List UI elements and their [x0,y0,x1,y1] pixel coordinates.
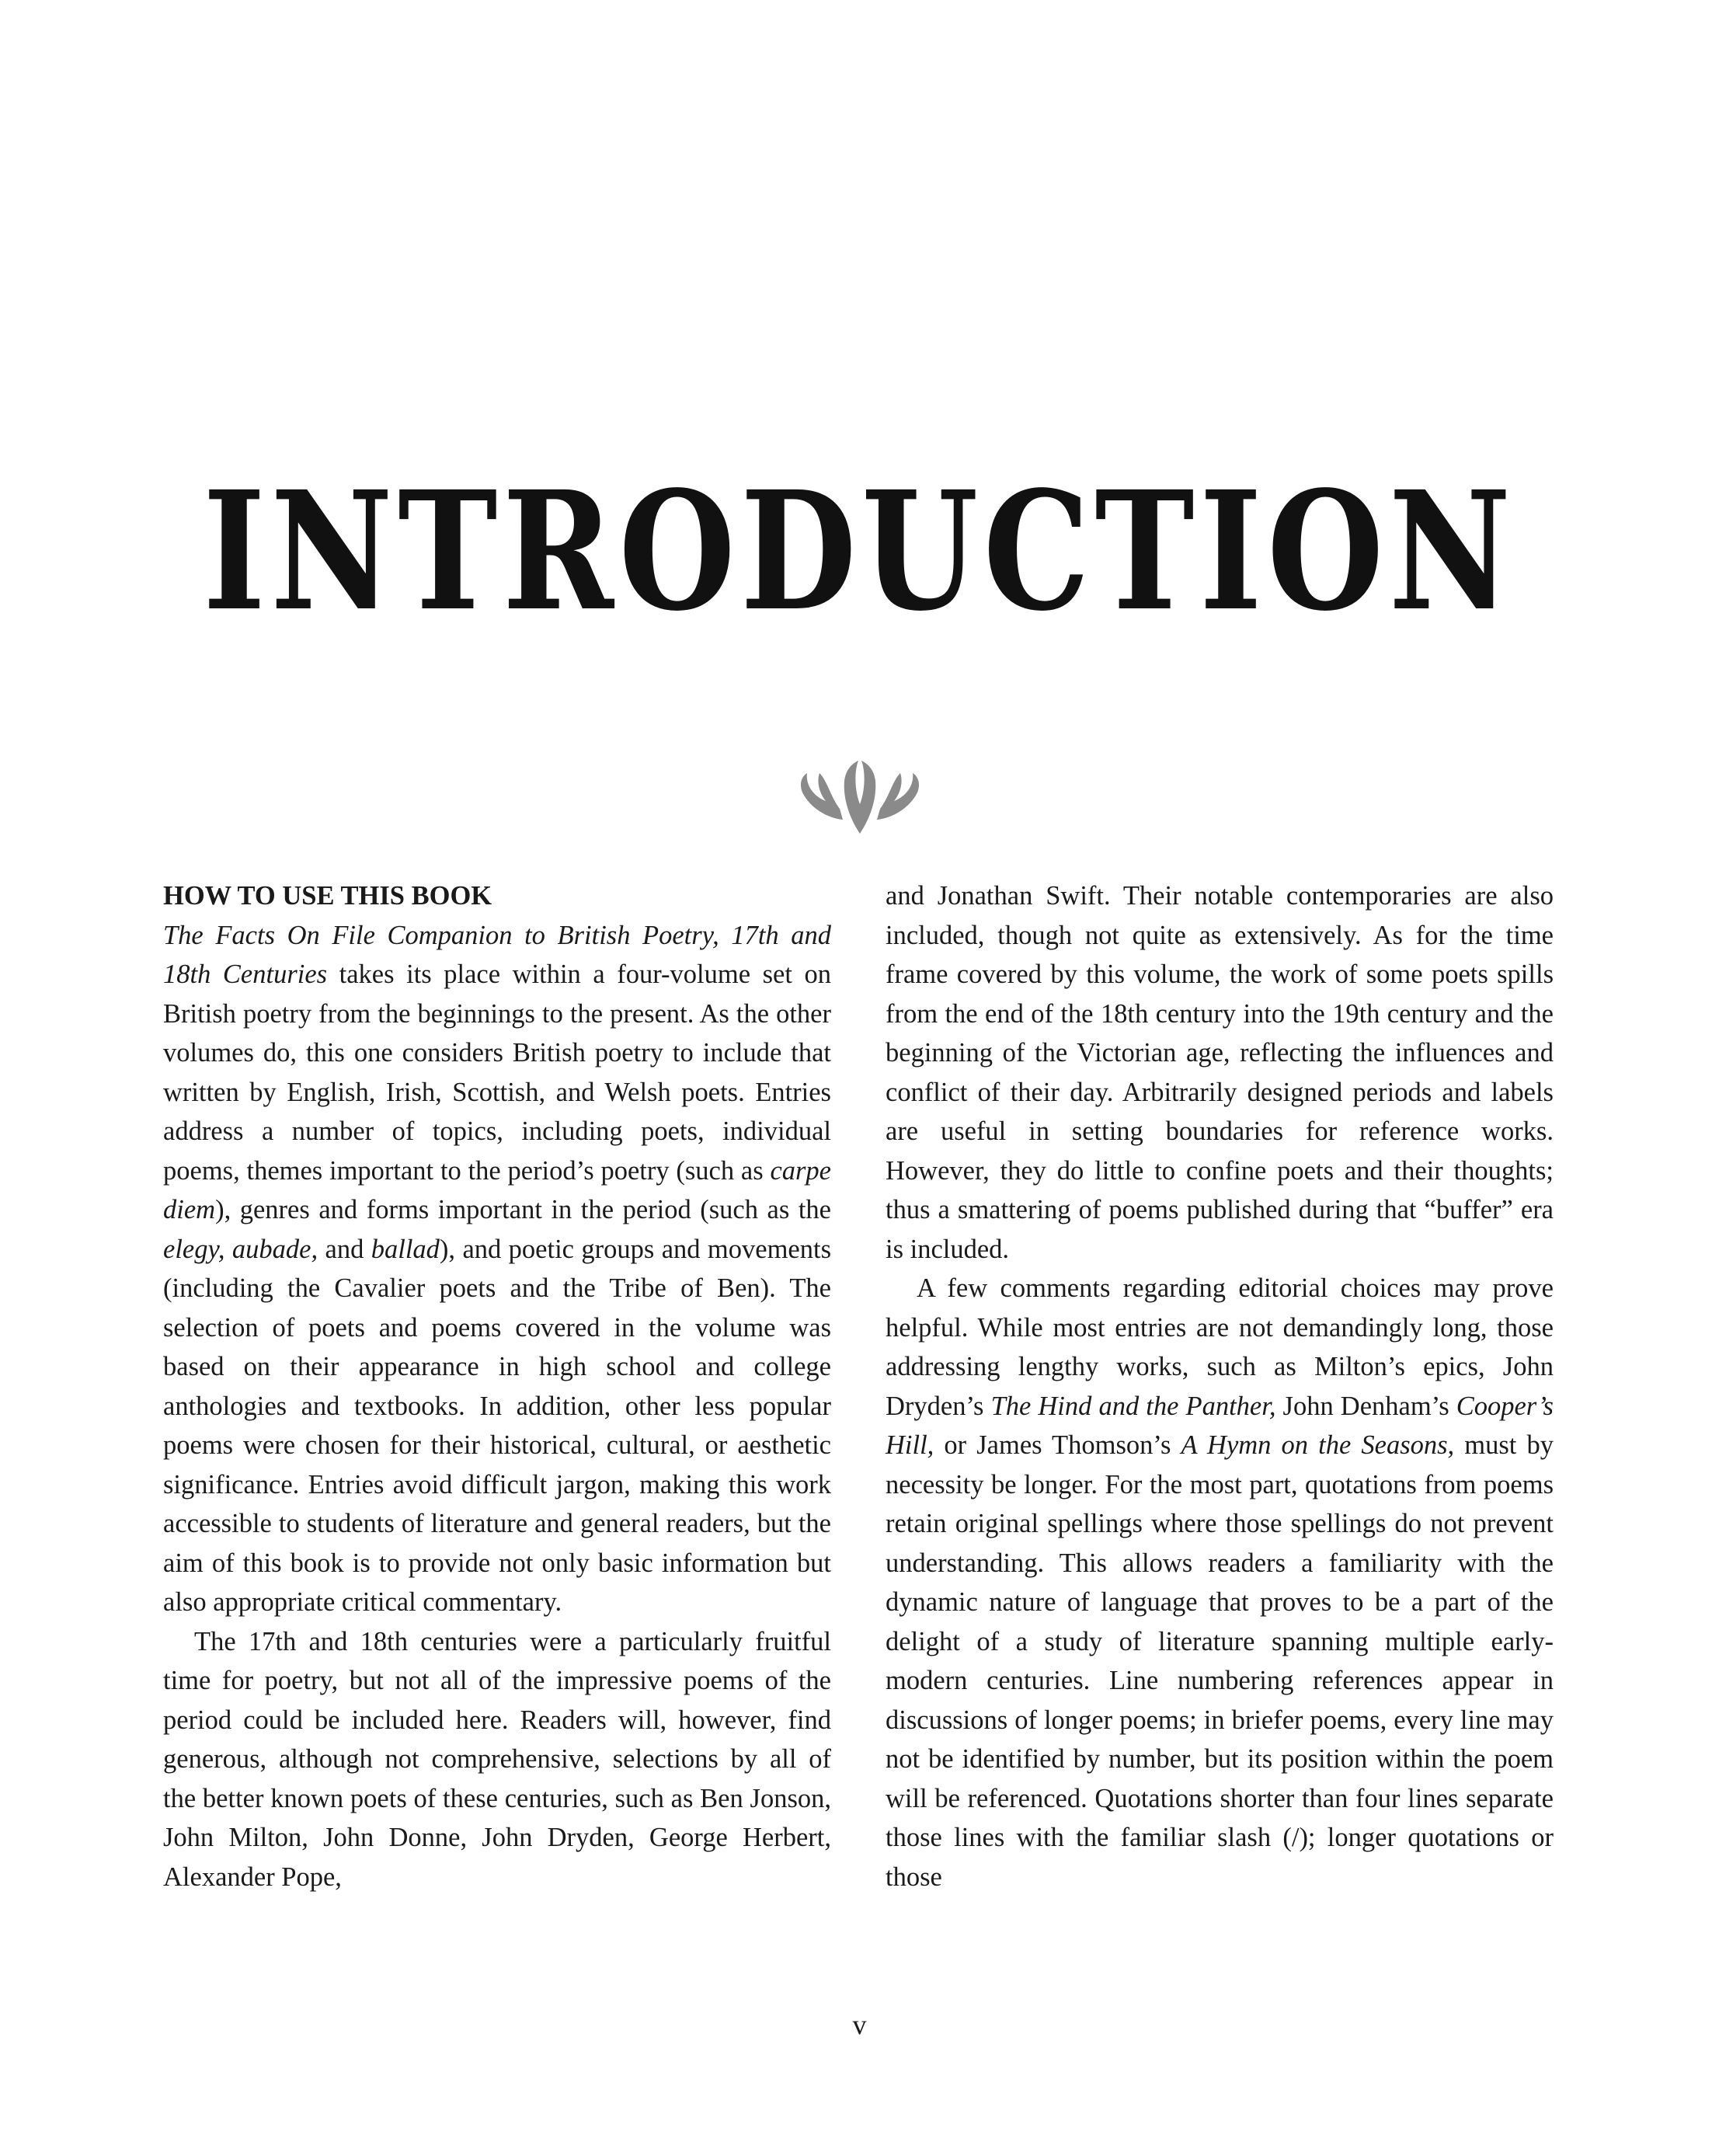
paragraph: A few comments regarding editorial choices may prove helpful. While most entries are not demandingly long, those addressing lengthy works, such as Milton’s epics, John Dryden’s The Hind and the Panther, John Denham’s Cooper’s Hill, or James Thomson’s A Hymn on the Seasons, must by necessity be longer. For the most part, quotations from poems retain original spellings where those spellings do not prevent understanding. This allows readers a familiarity with the dynamic nature of language that proves to be a part of the delight of a study of literature spanning multiple early-modern centuries. Line numbering references appear in discussions of longer poems; in briefer poems, every line may not be identified by number, but its position within the poem will be referenced. Quotations shorter than four lines separate those lines with the familiar slash (/); longer quotations or those [886,1273,1554,1892]
page-title: INTRODUCTION [203,455,1516,647]
left-column [163,876,831,1897]
page-number: v [852,2009,867,2040]
section-heading: HOW TO USE THIS BOOK [163,881,492,911]
paragraph: and Jonathan Swift. Their notable contemporaries are also included, though not quite as extensively. As for the time frame covered by this volume, the work of some poets spills from the end of the 18th century into the 19th century and the beginning of the Victorian age, reflecting the influences and conflict of their day. Arbitrarily designed periods and labels are useful in setting boundaries for reference works. However, they do little to confine poets and their thoughts; thus a smattering of poems published during that “buffer” era is included. [886,881,1554,1264]
right-column [886,876,1554,1897]
book-title-italic: The Facts On File Companion to British Poetry, 17th and 18th Centuries [163,920,831,989]
paragraph: The Facts On File Companion to British Poetry, 17th and 18th Centuries takes its place within a four-volume set on British poetry from the beginnings to the present. As the other volumes do, this one considers British poetry to include that written by English, Irish, Scottish, and Welsh poets. Entries address a number of topics, including poets, individual poems, themes important to the period’s poetry (such as carpe diem), genres and forms important in the period (such as the elegy, aubade, and ballad), and poetic groups and movements (including the Cavalier poets and the Tribe of Ben). The selection of poets and poems covered in the volume was based on their appearance in high school and college anthologies and textbooks. In addition, other less popular poems were chosen for their historical, cultural, or aesthetic significance. Entries avoid difficult jargon, making this work accessible to students of literature and general readers, but the aim of this book is to provide not only basic information but also appropriate critical commentary. [163,920,831,1617]
fleuron-leaf-ornament-icon [796,758,924,835]
paragraph: The 17th and 18th centuries were a particularly fruitful time for poetry, but not all of the impressive poems of the period could be included here. Readers will, however, find generous, although not comprehensive, selections by all of the better known poets of these centuries, such as Ben Jonson, John Milton, John Donne, John Dryden, George Herbert, Alexander Pope, [163,1626,831,1892]
